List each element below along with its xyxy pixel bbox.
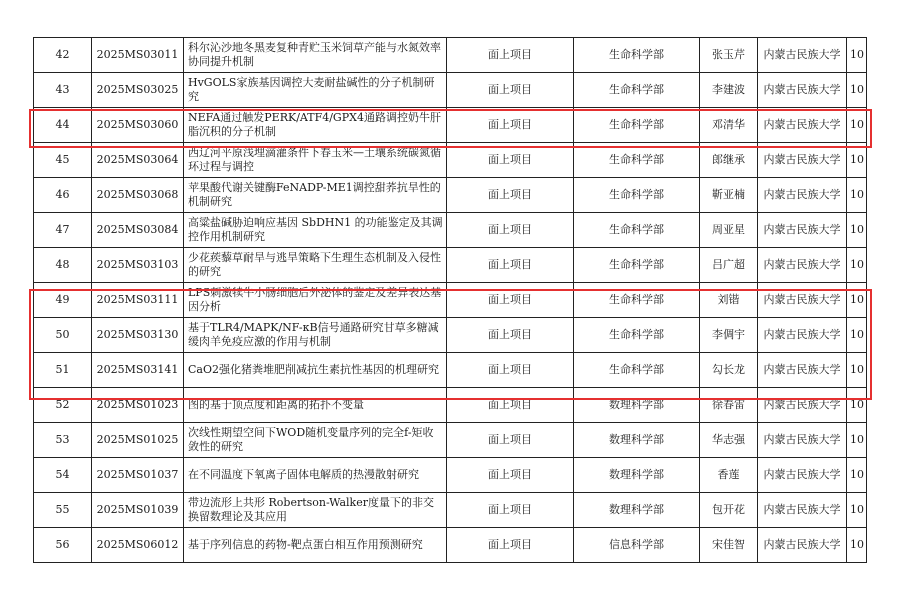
row-number-cell: 45 bbox=[34, 143, 92, 178]
table-row bbox=[34, 528, 867, 563]
funding-amount-cell: 10 bbox=[847, 108, 867, 143]
funding-amount-cell: 10 bbox=[847, 388, 867, 423]
organization-cell: 内蒙古民族大学 bbox=[758, 108, 847, 143]
row-number-cell: 50 bbox=[34, 318, 92, 353]
project-title-cell: 科尔沁沙地冬黑麦复种青贮玉米饲草产能与水氮效率协同提升机制 bbox=[184, 38, 447, 73]
table-row bbox=[34, 143, 867, 178]
funding-amount-cell: 10 bbox=[847, 318, 867, 353]
table-row bbox=[34, 493, 867, 528]
table-row bbox=[34, 73, 867, 108]
organization-cell: 内蒙古民族大学 bbox=[758, 178, 847, 213]
project-title-cell: 苹果酸代谢关键酶FeNADP-ME1调控甜荞抗旱性的机制研究 bbox=[184, 178, 447, 213]
table-row bbox=[34, 38, 867, 73]
principal-investigator-cell: 徐春雷 bbox=[700, 388, 758, 423]
project-id-cell: 2025MS03025 bbox=[92, 73, 184, 108]
funding-amount-cell: 10 bbox=[847, 178, 867, 213]
project-title-cell: HvGOLS家族基因调控大麦耐盐碱性的分子机制研究 bbox=[184, 73, 447, 108]
table-row bbox=[34, 108, 867, 143]
table-row bbox=[34, 423, 867, 458]
row-number-cell: 49 bbox=[34, 283, 92, 318]
department-cell: 生命科学部 bbox=[574, 73, 700, 108]
funding-amount-cell: 10 bbox=[847, 213, 867, 248]
organization-cell: 内蒙古民族大学 bbox=[758, 143, 847, 178]
table-row bbox=[34, 353, 867, 388]
table-row bbox=[34, 213, 867, 248]
project-type-cell: 面上项目 bbox=[447, 38, 574, 73]
row-number-cell: 47 bbox=[34, 213, 92, 248]
funding-amount-cell: 10 bbox=[847, 528, 867, 563]
project-type-cell: 面上项目 bbox=[447, 528, 574, 563]
table-row bbox=[34, 178, 867, 213]
project-type-cell: 面上项目 bbox=[447, 423, 574, 458]
table-row bbox=[34, 388, 867, 423]
project-id-cell: 2025MS03130 bbox=[92, 318, 184, 353]
project-type-cell: 面上项目 bbox=[447, 178, 574, 213]
row-number-cell: 44 bbox=[34, 108, 92, 143]
principal-investigator-cell: 刘锴 bbox=[700, 283, 758, 318]
principal-investigator-cell: 宋佳智 bbox=[700, 528, 758, 563]
project-table bbox=[33, 37, 867, 563]
organization-cell: 内蒙古民族大学 bbox=[758, 248, 847, 283]
department-cell: 信息科学部 bbox=[574, 528, 700, 563]
project-title-cell: 少花蒺藜草耐旱与逃旱策略下生理生态机制及入侵性的研究 bbox=[184, 248, 447, 283]
principal-investigator-cell: 李倜宇 bbox=[700, 318, 758, 353]
organization-cell: 内蒙古民族大学 bbox=[758, 283, 847, 318]
project-id-cell: 2025MS03060 bbox=[92, 108, 184, 143]
row-number-cell: 54 bbox=[34, 458, 92, 493]
table-body bbox=[34, 38, 867, 563]
organization-cell: 内蒙古民族大学 bbox=[758, 528, 847, 563]
table-row bbox=[34, 458, 867, 493]
organization-cell: 内蒙古民族大学 bbox=[758, 73, 847, 108]
department-cell: 数理科学部 bbox=[574, 423, 700, 458]
principal-investigator-cell: 李建波 bbox=[700, 73, 758, 108]
department-cell: 生命科学部 bbox=[574, 213, 700, 248]
organization-cell: 内蒙古民族大学 bbox=[758, 318, 847, 353]
funding-amount-cell: 10 bbox=[847, 458, 867, 493]
project-id-cell: 2025MS03084 bbox=[92, 213, 184, 248]
project-type-cell: 面上项目 bbox=[447, 493, 574, 528]
project-type-cell: 面上项目 bbox=[447, 283, 574, 318]
principal-investigator-cell: 郎继承 bbox=[700, 143, 758, 178]
project-type-cell: 面上项目 bbox=[447, 108, 574, 143]
project-id-cell: 2025MS03111 bbox=[92, 283, 184, 318]
table-row bbox=[34, 248, 867, 283]
principal-investigator-cell: 香莲 bbox=[700, 458, 758, 493]
funding-amount-cell: 10 bbox=[847, 38, 867, 73]
project-id-cell: 2025MS03141 bbox=[92, 353, 184, 388]
funding-amount-cell: 10 bbox=[847, 143, 867, 178]
organization-cell: 内蒙古民族大学 bbox=[758, 423, 847, 458]
project-title-cell: 基于序列信息的药物-靶点蛋白相互作用预测研究 bbox=[184, 528, 447, 563]
principal-investigator-cell: 吕广超 bbox=[700, 248, 758, 283]
project-type-cell: 面上项目 bbox=[447, 143, 574, 178]
department-cell: 生命科学部 bbox=[574, 143, 700, 178]
funding-amount-cell: 10 bbox=[847, 353, 867, 388]
project-title-cell: 在不同温度下氧离子固体电解质的热漫散射研究 bbox=[184, 458, 447, 493]
row-number-cell: 46 bbox=[34, 178, 92, 213]
funding-amount-cell: 10 bbox=[847, 73, 867, 108]
department-cell: 生命科学部 bbox=[574, 178, 700, 213]
organization-cell: 内蒙古民族大学 bbox=[758, 388, 847, 423]
department-cell: 数理科学部 bbox=[574, 388, 700, 423]
row-number-cell: 42 bbox=[34, 38, 92, 73]
project-id-cell: 2025MS01039 bbox=[92, 493, 184, 528]
project-title-cell: 图的基于顶点度和距离的拓扑不变量 bbox=[184, 388, 447, 423]
project-id-cell: 2025MS03068 bbox=[92, 178, 184, 213]
row-number-cell: 51 bbox=[34, 353, 92, 388]
organization-cell: 内蒙古民族大学 bbox=[758, 38, 847, 73]
project-id-cell: 2025MS06012 bbox=[92, 528, 184, 563]
department-cell: 生命科学部 bbox=[574, 38, 700, 73]
project-id-cell: 2025MS03064 bbox=[92, 143, 184, 178]
row-number-cell: 53 bbox=[34, 423, 92, 458]
department-cell: 生命科学部 bbox=[574, 108, 700, 143]
principal-investigator-cell: 华志强 bbox=[700, 423, 758, 458]
project-id-cell: 2025MS03103 bbox=[92, 248, 184, 283]
funding-amount-cell: 10 bbox=[847, 283, 867, 318]
funding-amount-cell: 10 bbox=[847, 248, 867, 283]
project-title-cell: CaO2强化猪粪堆肥削减抗生素抗性基因的机理研究 bbox=[184, 353, 447, 388]
principal-investigator-cell: 周亚星 bbox=[700, 213, 758, 248]
funding-amount-cell: 10 bbox=[847, 493, 867, 528]
table-row bbox=[34, 283, 867, 318]
row-number-cell: 43 bbox=[34, 73, 92, 108]
principal-investigator-cell: 勾长龙 bbox=[700, 353, 758, 388]
principal-investigator-cell: 邓清华 bbox=[700, 108, 758, 143]
project-title-cell: LPS刺激犊牛小肠细胞后外泌体的鉴定及差异表达基因分析 bbox=[184, 283, 447, 318]
funding-amount-cell: 10 bbox=[847, 423, 867, 458]
project-title-cell: NEFA通过触发PERK/ATF4/GPX4通路调控奶牛肝脂沉积的分子机制 bbox=[184, 108, 447, 143]
organization-cell: 内蒙古民族大学 bbox=[758, 353, 847, 388]
project-type-cell: 面上项目 bbox=[447, 73, 574, 108]
project-type-cell: 面上项目 bbox=[447, 458, 574, 493]
project-type-cell: 面上项目 bbox=[447, 388, 574, 423]
project-id-cell: 2025MS03011 bbox=[92, 38, 184, 73]
project-type-cell: 面上项目 bbox=[447, 248, 574, 283]
department-cell: 数理科学部 bbox=[574, 458, 700, 493]
row-number-cell: 48 bbox=[34, 248, 92, 283]
department-cell: 数理科学部 bbox=[574, 493, 700, 528]
department-cell: 生命科学部 bbox=[574, 318, 700, 353]
project-id-cell: 2025MS01025 bbox=[92, 423, 184, 458]
organization-cell: 内蒙古民族大学 bbox=[758, 213, 847, 248]
table-row bbox=[34, 318, 867, 353]
project-title-cell: 带边流形上共形 Robertson-Walker度量下的非交换留数理论及其应用 bbox=[184, 493, 447, 528]
project-type-cell: 面上项目 bbox=[447, 318, 574, 353]
principal-investigator-cell: 张玉芹 bbox=[700, 38, 758, 73]
project-type-cell: 面上项目 bbox=[447, 353, 574, 388]
department-cell: 生命科学部 bbox=[574, 353, 700, 388]
project-title-cell: 次线性期望空间下WOD随机变量序列的完全f-矩收敛性的研究 bbox=[184, 423, 447, 458]
organization-cell: 内蒙古民族大学 bbox=[758, 493, 847, 528]
project-id-cell: 2025MS01037 bbox=[92, 458, 184, 493]
row-number-cell: 55 bbox=[34, 493, 92, 528]
project-id-cell: 2025MS01023 bbox=[92, 388, 184, 423]
organization-cell: 内蒙古民族大学 bbox=[758, 458, 847, 493]
project-title-cell: 基于TLR4/MAPK/NF-κB信号通路研究甘草多糖减缓肉羊免疫应激的作用与机制 bbox=[184, 318, 447, 353]
department-cell: 生命科学部 bbox=[574, 283, 700, 318]
principal-investigator-cell: 包开花 bbox=[700, 493, 758, 528]
project-type-cell: 面上项目 bbox=[447, 213, 574, 248]
project-title-cell: 西辽河平原浅埋滴灌条件下春玉米—土壤系统碳氮循环过程与调控 bbox=[184, 143, 447, 178]
row-number-cell: 52 bbox=[34, 388, 92, 423]
row-number-cell: 56 bbox=[34, 528, 92, 563]
project-title-cell: 高粱盐碱胁迫响应基因 SbDHN1 的功能鉴定及其调控作用机制研究 bbox=[184, 213, 447, 248]
department-cell: 生命科学部 bbox=[574, 248, 700, 283]
principal-investigator-cell: 靳亚楠 bbox=[700, 178, 758, 213]
